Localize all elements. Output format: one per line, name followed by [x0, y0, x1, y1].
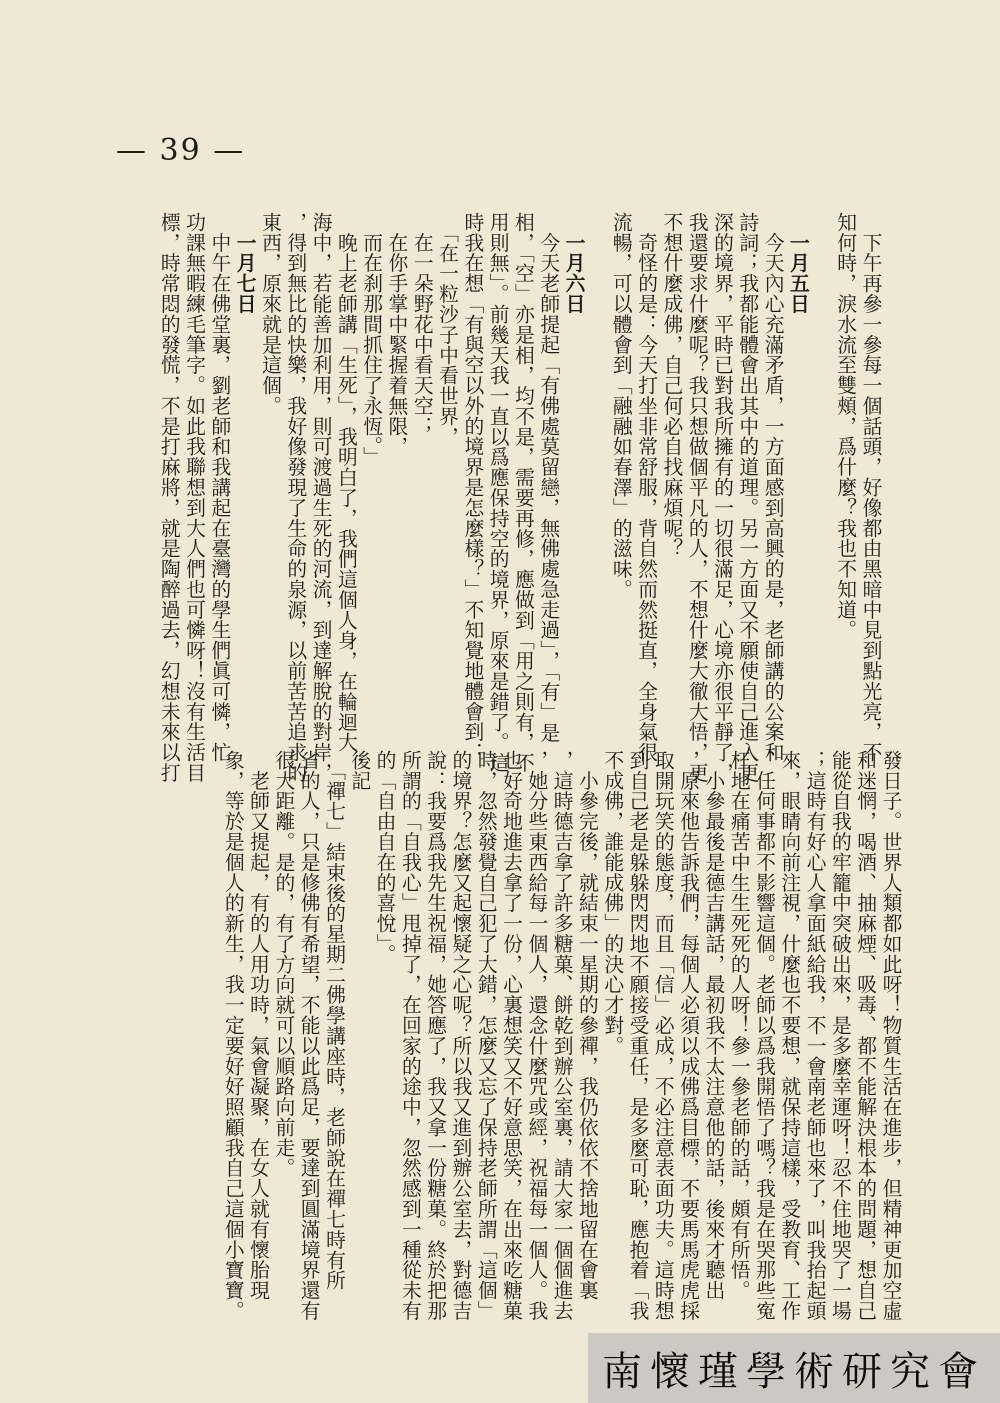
text-column: 中午在佛堂裏，劉老師和我講起在臺灣的學生們眞可憐，忙 [207, 212, 231, 763]
text-column: 時我在想「有與空以外的境界是怎麼樣？」不知覺地體會到： [460, 212, 484, 763]
text-column: 的「自由自在的喜悅」。 [373, 750, 397, 965]
text-column: 晚上老師講「生死」，我明白了，我們這個人身，在輪迴大 [334, 212, 358, 753]
text-column: 而在刹那間抓住了永恆。」 [359, 212, 383, 468]
text-column: 能從自我的牢籠中突破出來，是多麼幸運呀！忍不住地哭了一場 [828, 750, 852, 1321]
page-number: — 39 — [116, 133, 246, 168]
text-column: 不成佛，誰能成佛」的決心才對。 [600, 750, 624, 1056]
text-column: 用則無」。前幾天我一直以爲應保持空的境界，原來是錯了。這 [486, 212, 510, 774]
text-column: 在一朵野花中看天空； [410, 212, 434, 437]
publisher-watermark [588, 1333, 1000, 1403]
text-column: 和迷惘，喝酒、抽麻煙、吸毒、都不能解決根本的問題，想自己 [853, 750, 877, 1321]
text-column: 在你手掌中緊握着無限， [384, 212, 408, 457]
text-column: 所謂的「自我心」甩掉了，在回家的途中，忽然感到一種從未有 [398, 750, 422, 1321]
date-heading: 一月五日 [786, 212, 811, 314]
text-column: 到自己老是躲躲閃閃地不願接受重任，是多麼可恥，應抱着「我 [626, 750, 650, 1321]
text-column: ，這時德吉拿了許多糖菓、餅乾到辦公室裏，請大家一個個進去 [550, 750, 574, 1321]
text-column: 、任何事都不影響這個。老師以爲我開悟了嗎？我是在哭那些寃 [752, 750, 776, 1321]
text-column: 奇怪的是：今天打坐非常舒服，背自然而然挺直，全身氣很 [634, 212, 658, 763]
text-column: 功課無暇練毛筆字。如此我聯想到大人們也可憐呀！沒有生活目 [182, 212, 206, 783]
text-column: 標，時常悶的發慌，不是打麻將，就是陶醉過去，幻想未來以打 [157, 212, 181, 783]
text-column: ，原來他告訴我們，每個人必須以成佛爲目標，不要馬馬虎虎採 [676, 750, 700, 1321]
text-column: 的境界？怎麼又起懷疑之心呢？所以我又進到辦公室去，對德吉 [448, 750, 472, 1321]
text-column: 小參完後，就結束一星期的參禪，我仍依依不捨地留在會裏 [575, 750, 599, 1301]
text-column: 相，「空」亦是相，均不是，需要再修，應做到「用之則有，不 [511, 212, 535, 774]
text-column: 東西，原來就是這個。 [258, 212, 282, 416]
text-column: 今天老師提起「有佛處莫留戀，無佛處急走過」，「有」是 [536, 212, 560, 743]
text-column: 象，等於是個人的新生，我一定要好好照顧我自己這個小寶寶。 [221, 750, 245, 1321]
text-column: 知何時，淚水流至雙頰，爲什麼？我也不知道。 [833, 212, 857, 641]
text-column: 小參最後是德吉講話，最初我不太注意他的話，後來才聽出 [701, 750, 725, 1301]
text-column: 今天內心充滿矛盾，一方面感到高興的是，老師講的公案和 [761, 212, 785, 763]
text-column: 不想什麼成佛，自己何必自找麻煩呢？ [659, 212, 683, 559]
text-column: 後記 [347, 750, 371, 791]
text-column: 也好奇地進去拿了一份，心裏想笑又不好意思笑，在出來吃糖菓 [499, 750, 523, 1321]
date-heading: 一月七日 [233, 212, 258, 314]
text-column: ，得到無比的快樂，我好像發現了生命的泉源，以前苦苦追求的 [283, 212, 307, 783]
text-column: 「禪七」結束後的星期二佛學講座時，老師說在禪七時有所 [322, 750, 346, 1291]
text-column [583, 212, 605, 737]
text-column: 老師又提起，有的人用功時，氣會凝聚，在女人就有懷胎現 [246, 750, 270, 1301]
text-column: 說：我要爲我先生祝福，她答應了，我又拿一份糖菓。終於把那 [423, 750, 447, 1321]
text-column [807, 212, 829, 737]
text-column: 深的境界，平時已對我所擁有的一切很滿足，心境亦很平靜了， [710, 212, 734, 783]
date-heading: 一月六日 [562, 212, 587, 314]
text-column: 下午再參一參每一個話頭，好像都由黑暗中見到點光亮，不 [859, 212, 882, 763]
text-column: 流暢，可以體會到「融融如春澤」的滋味。 [609, 212, 633, 600]
text-column: 很大距離。是的，有了方向就可以順路向前走。 [271, 750, 295, 1179]
text-column: 我還要求什麼呢？我只想做個平凡的人，不想什麼大徹大悟，更 [685, 212, 709, 783]
lower-text-block [217, 750, 902, 1321]
text-column: 取開玩笑的態度，而且「信」必成，不必注意表面功夫。這時想 [651, 750, 675, 1321]
text-column: 「在一粒沙子中看世界， [435, 212, 459, 447]
text-column: ，她分些東西給每一個人，還念什麼咒或經，祝福每一個人。我 [524, 750, 548, 1321]
text-column: 發日子。世界人類都如此呀！物質生活在進步，但精神更加空虛 [879, 750, 902, 1321]
text-column: 省的人，只是修佛有希望，不能以此爲足，要達到圓滿境界還有 [297, 750, 321, 1321]
watermark-text: 南懷瑾學術研究會 [602, 1348, 986, 1395]
text-column: 詩詞；我都能體會出其中的道理。另一方面又不願使自己進入更 [735, 212, 759, 783]
text-column: ；這時有好心人拿面紙給我，不一會南老師也來了，叫我抬起頭 [803, 750, 827, 1321]
text-column: 枉地在痛苦中生生死死的人呀！參一參老師的話，頗有所悟。 [727, 750, 751, 1301]
text-column: 時，忽然發覺自己犯了大錯，怎麼又忘了保持老師所謂「這個」 [474, 750, 498, 1321]
text-column: 海中，若能善加利用，則可渡過生死的河流，到達解脫的對岸， [309, 212, 333, 783]
text-column: 來，眼睛向前注視，什麼也不要想，就保持這樣，受教育、工作 [777, 750, 801, 1321]
